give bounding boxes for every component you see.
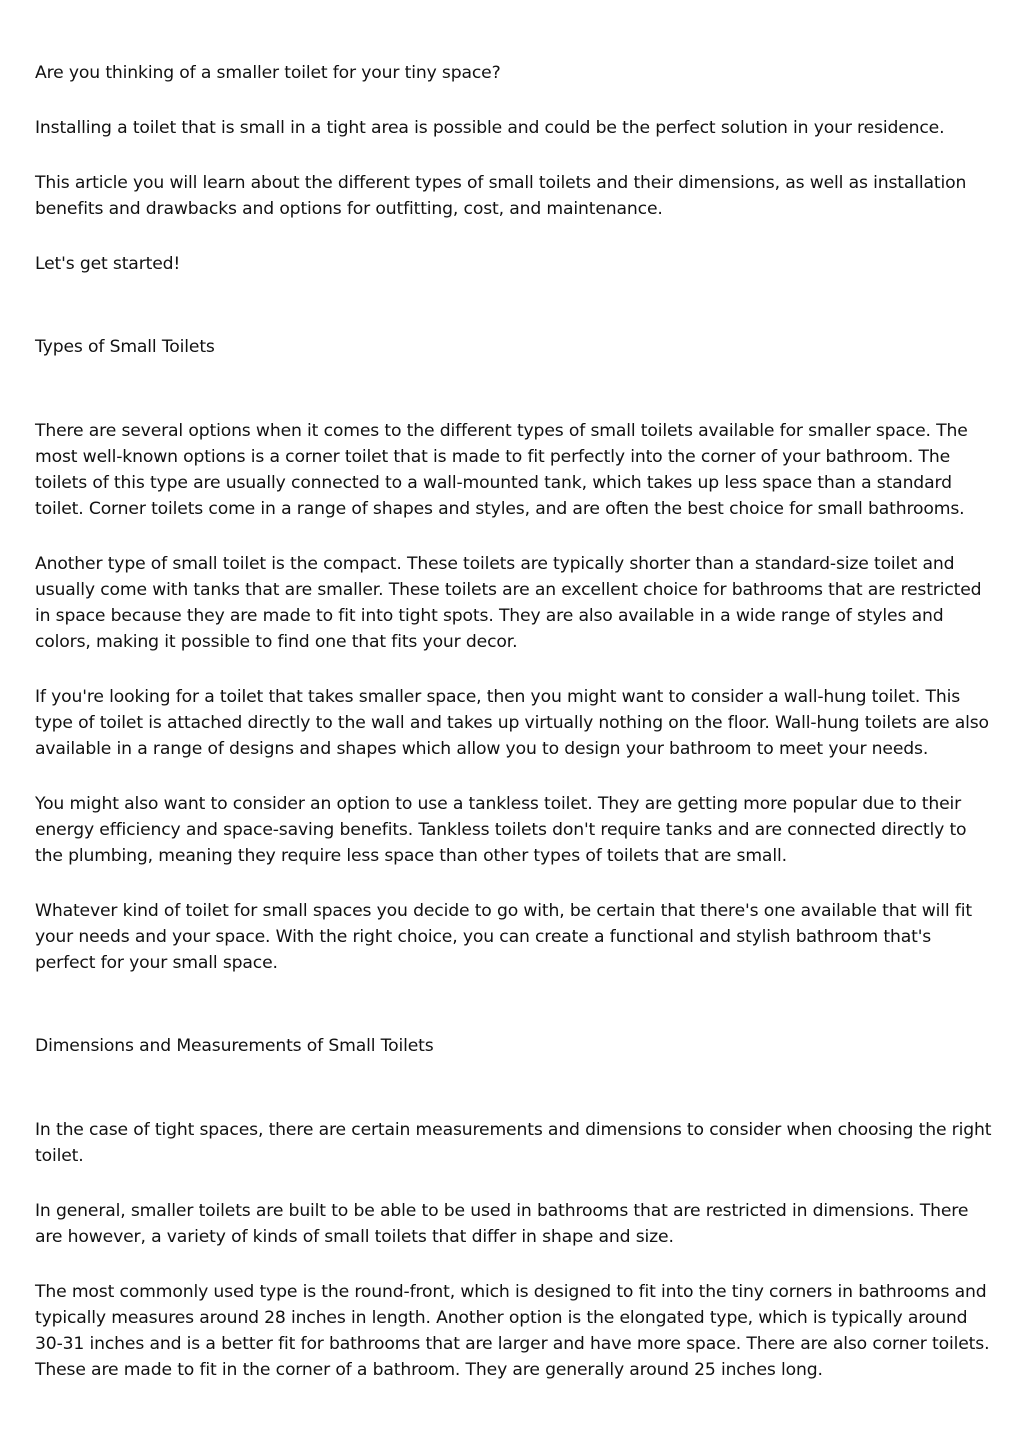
types-paragraph-4: You might also want to consider an option to use a tankless toilet. They are getting more popular due to their energy efficiency and space-saving benefits. Tankless toilets don't require tanks and are connected directly to the plumbing, meaning they require less space than other types of toilets that are small. bbox=[35, 794, 967, 866]
intro-paragraph-3: This article you will learn about the different types of small toilets and their dimensions, as well as installation benefits and drawbacks and options for outfitting, cost, and maintenance. bbox=[35, 173, 967, 219]
dimensions-paragraph-1: In the case of tight spaces, there are certain measurements and dimensions to consider when choosing the right toilet. bbox=[35, 1120, 992, 1166]
spacer bbox=[35, 976, 993, 1004]
types-paragraph-3: If you're looking for a toilet that takes smaller space, then you might want to consider a wall-hung toilet. This type of toilet is attached directly to the wall and takes up virtually nothing on the floor. Wall-hung toilets are also available in a range of designs and shapes which allow you to design your bathroom to meet your needs. bbox=[35, 687, 989, 759]
intro-paragraph-2: Installing a toilet that is small in a tight area is possible and could be the perfect solution in your residence. bbox=[35, 118, 945, 138]
spacer bbox=[35, 277, 993, 305]
types-paragraph-1: There are several options when it comes to the different types of small toilets available for smaller space. The most well-known options is a corner toilet that is made to fit perfectly into the corner of your bathroom. The toilets of this type are usually connected to a wall-mounted tank, which takes up less space than a standard toilet. Corner toilets come in a range of shapes and styles, and are often the best choice for small bathrooms. bbox=[35, 421, 968, 519]
document-page bbox=[35, 60, 993, 1412]
intro-paragraph-1: Are you thinking of a smaller toilet for your tiny space? bbox=[35, 63, 501, 83]
spacer bbox=[35, 360, 993, 418]
spacer bbox=[35, 1059, 993, 1117]
dimensions-paragraph-3: The most commonly used type is the round-front, which is designed to fit into the tiny corners in bathrooms and typically measures around 28 inches in length. Another option is the elongated type, which is typically around 30-31 inches and is a better fit for bathrooms that are larger and have more space. There are also corner toilets. These are made to fit in the corner of a bathroom. They are generally around 25 inches long. bbox=[35, 1282, 990, 1380]
section-heading-dimensions: Dimensions and Measurements of Small Toilets bbox=[35, 1036, 434, 1056]
dimensions-paragraph-2: In general, smaller toilets are built to be able to be used in bathrooms that are restricted in dimensions. There are however, a variety of kinds of small toilets that differ in shape and size. bbox=[35, 1201, 969, 1247]
section-heading-types: Types of Small Toilets bbox=[35, 337, 215, 357]
intro-paragraph-4: Let's get started! bbox=[35, 254, 181, 274]
types-paragraph-2: Another type of small toilet is the compact. These toilets are typically shorter than a standard-size toilet and usually come with tanks that are smaller. These toilets are an excellent choice for bathrooms that are restricted in space because they are made to fit into tight spots. They are also available in a wide range of styles and colors, making it possible to find one that fits your decor. bbox=[35, 554, 982, 652]
types-paragraph-5: Whatever kind of toilet for small spaces you decide to go with, be certain that there's one available that will fit your needs and your space. With the right choice, you can create a functional and stylish bathroom that's perfect for your small space. bbox=[35, 901, 972, 973]
